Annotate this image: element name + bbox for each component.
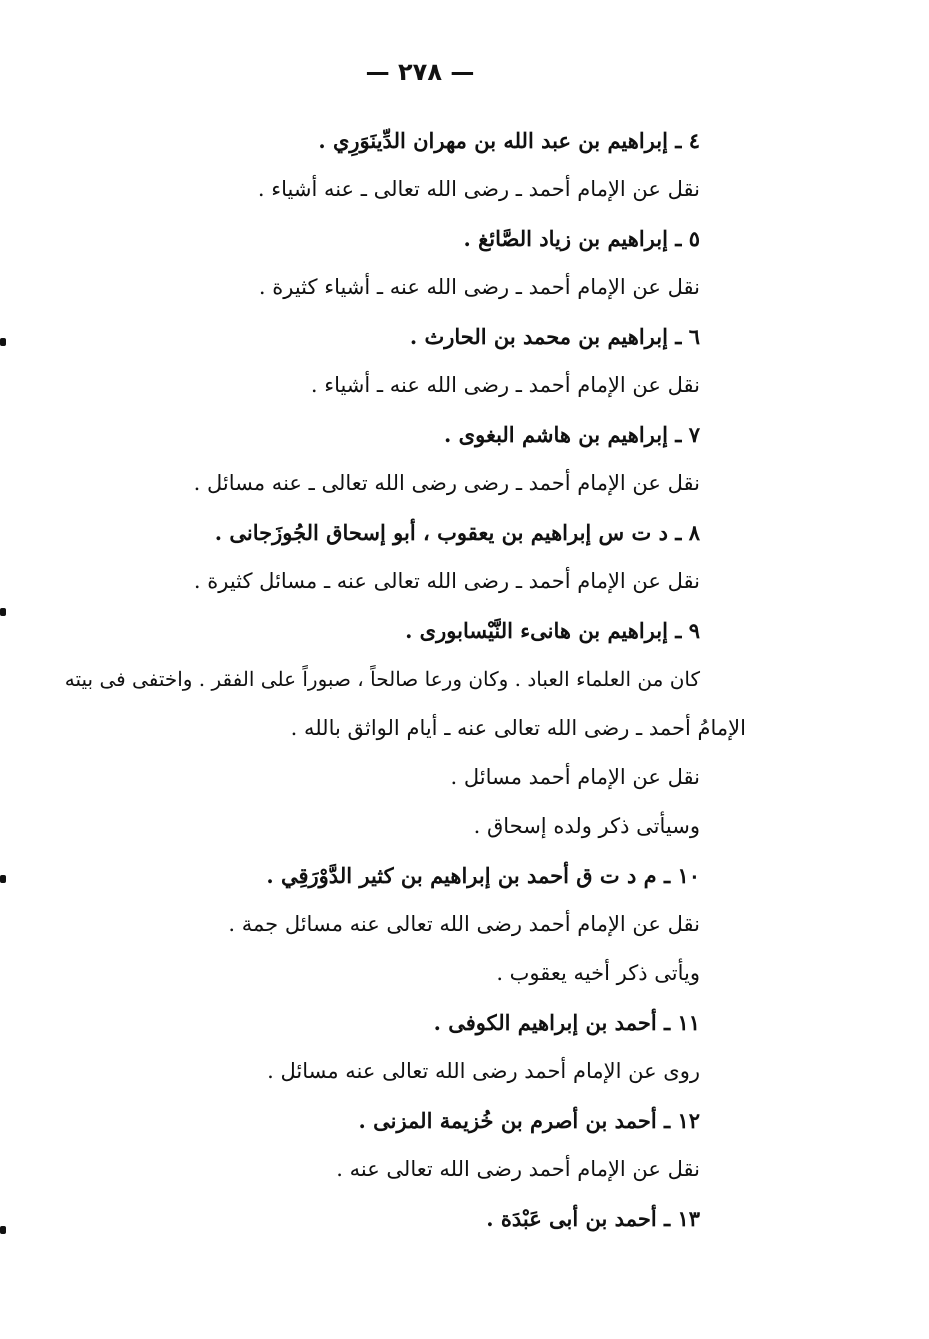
page-number: — ٢٧٨ — bbox=[365, 58, 475, 86]
margin-mark bbox=[0, 608, 6, 616]
entry-heading: ٨ ـ د ت س إبراهيم بن يعقوب ، أبو إسحاق الجُوزَجانى . bbox=[214, 520, 700, 545]
entry-heading: ٩ ـ إبراهيم بن هانىء النَّيْسابورى . bbox=[405, 618, 700, 643]
page-body bbox=[60, 116, 746, 1243]
entry-text: روى عن الإمام أحمد رضى الله تعالى عنه مسائل . bbox=[267, 1059, 700, 1083]
entry-text: نقل عن الإمام أحمد رضى الله تعالى عنه مسائل جمة . bbox=[228, 912, 700, 936]
entry-heading: ١٣ ـ أحمد بن أبى عَبْدَة . bbox=[486, 1206, 700, 1231]
entry-heading: ١٢ ـ أحمد بن أصرم بن خُزيمة المزنى . bbox=[358, 1108, 700, 1133]
entry-text: نقل عن الإمام أحمد ـ رضى الله عنه ـ أشياء كثيرة . bbox=[258, 275, 700, 299]
entry-text: وسيأتى ذكر ولده إسحاق . bbox=[473, 814, 700, 838]
entry-text: نقل عن الإمام أحمد ـ رضى رضى الله تعالى ـ عنه مسائل . bbox=[193, 471, 700, 495]
entry-text: نقل عن الإمام أحمد ـ رضى الله تعالى عنه ـ مسائل كثيرة . bbox=[193, 569, 700, 593]
entry-text: الإمامُ أحمد ـ رضى الله تعالى عنه ـ أيام الواثق بالله . bbox=[290, 716, 746, 740]
entry-text: ويأتى ذكر أخيه يعقوب . bbox=[496, 961, 700, 985]
margin-mark bbox=[0, 875, 6, 883]
entry-heading: ٥ ـ إبراهيم بن زياد الصَّائغ . bbox=[463, 226, 700, 251]
entry-text: نقل عن الإمام أحمد رضى الله تعالى عنه . bbox=[336, 1157, 700, 1181]
entry-text: كان من العلماء العباد . وكان ورعا صالحاً ، صبوراً على الفقر . واختفى فى بيته bbox=[64, 667, 700, 691]
entry-heading: ١٠ ـ م د ت ق أحمد بن إبراهيم بن كثير الدَّوْرَقِي . bbox=[266, 863, 700, 888]
margin-mark bbox=[0, 338, 6, 346]
entry-heading: ٦ ـ إبراهيم بن محمد بن الحارث . bbox=[409, 324, 700, 349]
margin-mark bbox=[0, 1226, 6, 1234]
entry-text: نقل عن الإمام أحمد مسائل . bbox=[450, 765, 700, 789]
entry-text: نقل عن الإمام أحمد ـ رضى الله عنه ـ أشياء . bbox=[310, 373, 700, 397]
entry-text: نقل عن الإمام أحمد ـ رضى الله تعالى ـ عنه أشياء . bbox=[257, 177, 700, 201]
entry-heading: ٧ ـ إبراهيم بن هاشم البغوى . bbox=[444, 422, 700, 447]
entry-heading: ٤ ـ إبراهيم بن عبد الله بن مهران الدِّينَوَرِي . bbox=[318, 128, 700, 153]
entry-heading: ١١ ـ أحمد بن إبراهيم الكوفى . bbox=[433, 1010, 700, 1035]
